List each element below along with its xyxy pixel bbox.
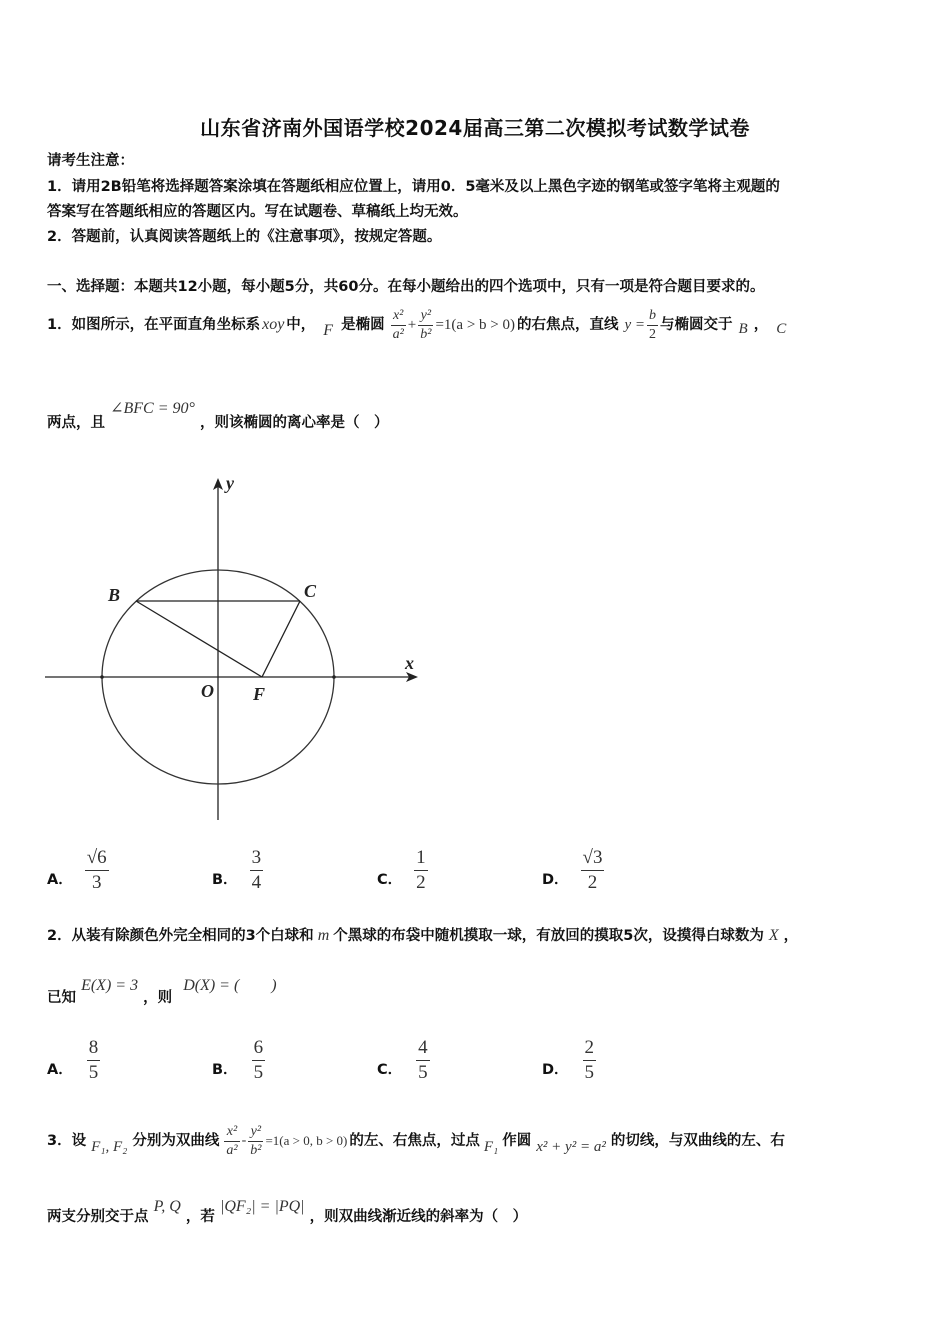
q3-hyperbola-y-frac: $\frac{\text{y²}}{\text{b²}}$ [250,1123,262,1158]
q2-line-1 [47,925,798,947]
option-letter: B． [212,871,238,888]
option-fraction: $\frac{8}{5}$ [88,1036,99,1083]
option-fraction: $\frac{√6}{3}$ [86,846,107,893]
q1-text-4: 的右焦点，直线 [516,317,619,333]
q2-option-b[interactable] [212,1035,265,1085]
option-fraction: $\frac{2}{5}$ [584,1036,595,1083]
option-letter: B． [212,1061,238,1078]
q3-text-5: 的切线，与双曲线的左、右 [610,1133,785,1149]
q2-X: X [768,927,779,944]
option-fraction: $\frac{3}{4}$ [251,846,262,893]
segment-CF [262,601,300,677]
q2-text-2: 个黑球的布袋中随机摸取一球，有放回的摸取5次，设摸得白球数为 [333,928,764,944]
q3-line-2 [47,1196,527,1232]
q3-F1F2: F₁, F₂ [91,1139,128,1155]
notice-line-1: 1．请用2B铅笔将选择题答案涂填在答题纸相应位置上，请用0．5毫米及以上黑色字迹的钢笔或签字笔将主观题的 [47,179,780,195]
q3-text-8: ，则双曲线渐近线的斜率为（ ） [309,1209,528,1225]
label-B: B [108,585,121,605]
left-vertex-dot [100,675,104,679]
option-letter: D． [542,1061,569,1078]
q1-line-2 [47,398,388,442]
q1-option-a[interactable] [47,845,109,895]
q1-ellipse-rest: =1(a > b > 0) [435,317,515,333]
label-F: F [253,684,266,704]
q1-angle: ∠BFC = 90° [110,400,195,417]
q3-text-3: 的左、右焦点，过点 [349,1133,480,1149]
q3-hyperbola-x-frac: $\frac{\text{x²}}{\text{a²}}$ [226,1123,238,1158]
q1-text-6: 两点，且 [47,415,105,431]
option-fraction: $\frac{6}{5}$ [253,1036,264,1083]
notice-line-1b: 答案写在答题纸相应的答题区内。写在试题卷、草稿纸上均无效。 [47,204,468,220]
q1-xoy: xoy [262,316,285,333]
q2-option-a[interactable] [47,1035,100,1085]
q2-text-3: ， [783,928,799,944]
q1-comma: ， [753,317,769,333]
q1-text-1: 1．如图所示，在平面直角坐标系 [47,317,261,333]
label-y: y [226,473,234,493]
q1-B: B [738,321,748,337]
q1-text-3: 是椭圆 [341,317,385,333]
q3-text-1: 3．设 [47,1133,87,1149]
q2-text-5: ，则 [143,990,173,1006]
q2-m: m [317,927,330,944]
q3-F1: F₁ [483,1139,499,1155]
q3-minus: - [241,1133,247,1148]
q1-text-5: 与椭圆交于 [660,317,733,333]
q1-option-d[interactable] [542,845,604,895]
option-fraction: $\frac{√3}{2}$ [582,846,603,893]
q3-PQ: P, Q [153,1198,181,1215]
q1-C: C [776,321,787,337]
right-vertex-dot [332,675,336,679]
q1-F: F [323,322,334,339]
option-letter: C． [377,871,403,888]
option-letter: C． [377,1061,403,1078]
q3-text-4: 作圆 [502,1133,532,1149]
notice-heading: 请考生注意： [47,153,134,169]
option-letter: A． [47,871,73,888]
q2-text-4: 已知 [47,990,76,1006]
q2-text-1: 2．从装有除颜色外完全相同的3个白球和 [47,928,314,944]
q3-hyperbola-rest: =1(a > 0, b > 0) [265,1133,348,1148]
q2-DX: D(X) = ( ) [183,977,277,994]
q1-line-1: 1．如图所示，在平面直角坐标系 xoy 中， F 是椭圆 $\frac{\text{x²}}{\text{a²}}$ + $\frac{\text{y²}}{\text{b²}}$ =1(a > b > 0) 的右焦点，直线 y = $\frac{b}{2}$ 与椭圆交于 B ， C [47,307,787,342]
option-fraction: $\frac{1}{2}$ [416,846,426,893]
q3-text-7: ，若 [185,1209,215,1225]
q1-ellipse-y-frac: $\frac{\text{y²}}{\text{b²}}$ [420,307,432,342]
option-fraction: $\frac{4}{5}$ [418,1036,428,1083]
q1-option-b[interactable] [212,845,263,895]
section-heading: 一、选择题：本题共12小题，每小题5分，共60分。在每小题给出的四个选项中，只有一项是符合题目要求的。 [47,279,765,295]
option-letter: A． [47,1061,73,1078]
q1-option-c[interactable] [377,845,428,895]
label-O: O [201,681,214,701]
label-x: x [405,653,414,673]
q1-line-frac: $\frac{b}{2}$ [649,307,657,342]
q1-ellipse-x-frac: $\frac{\text{x²}}{\text{a²}}$ [392,307,404,342]
q2-option-d[interactable] [542,1035,596,1085]
q2-option-c[interactable] [377,1035,430,1085]
q1-text-2: 中， [286,317,316,333]
segment-BF [136,601,262,677]
option-letter: D． [542,871,569,888]
notice-line-2: 2．答题前，认真阅读答题纸上的《注意事项》，按规定答题。 [47,229,442,245]
q1-line-y: y = [624,317,646,333]
q2-EX: E(X) = 3 [81,977,139,994]
q3-text-6: 两支分别交于点 [47,1209,149,1225]
q1-text-7: ，则该椭圆的离心率是（ ） [199,415,389,431]
q2-line-2 [47,975,277,1011]
q3-circle: x² + y² = a² [536,1139,606,1155]
label-C: C [304,581,317,601]
q3-text-2: 分别为双曲线 [132,1133,220,1149]
page-title: 山东省济南外国语学校2024届高三第二次模拟考试数学试卷 [200,116,750,140]
q1-figure [40,470,430,830]
q3-line-1 [47,1118,785,1164]
q3-condition: |QF₂| = |PQ| [219,1198,305,1215]
